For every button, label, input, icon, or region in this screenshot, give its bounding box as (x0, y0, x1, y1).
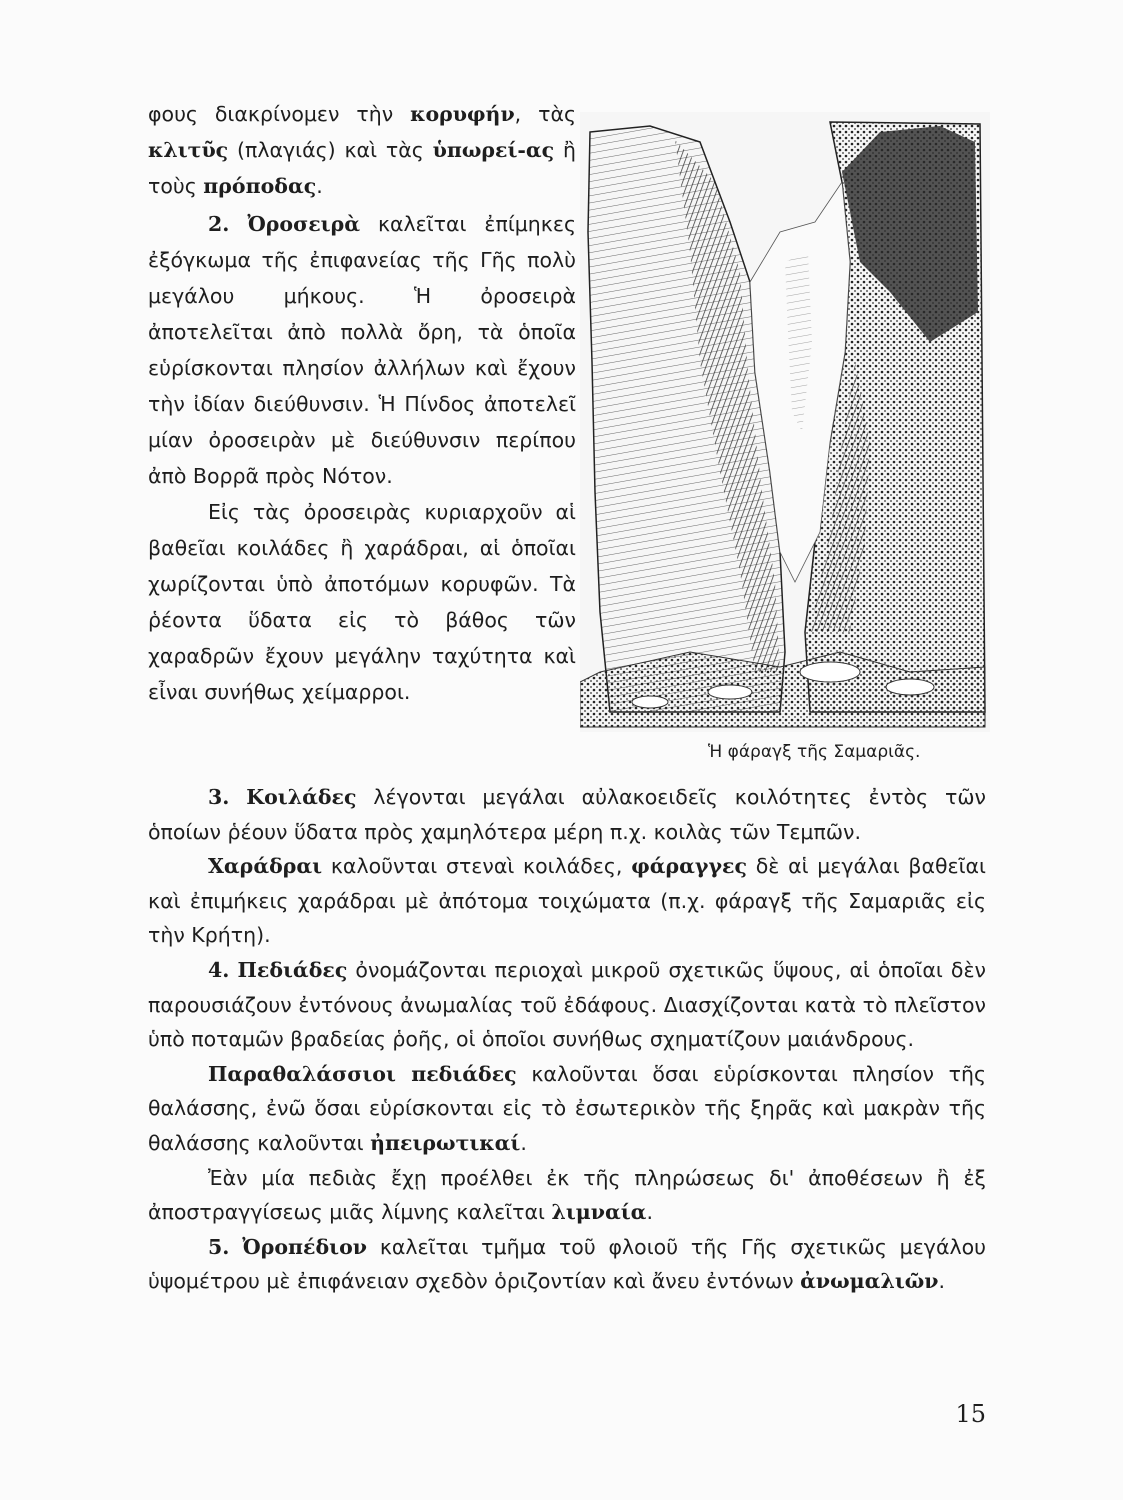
paragraph-koilades (148, 780, 986, 849)
paragraph-3: Εἰς τὰς ὀροσειρὰς κυριαρχοῦν αἱ βαθεῖαι κοιλάδες ἢ χαράδραι, αἱ ὁποῖαι χωρίζονται ὑπὸ ἀποτόμων κορυφῶν. Τὰ ῥέοντα ὕδατα εἰς τὸ βάθος τῶν χαραδρῶν ἔχουν μεγάλην ταχύτητα καὶ εἶναι συνήθως χείμαρροι. (148, 500, 576, 704)
paragraph-2-oroseira (148, 206, 576, 494)
term-charadrai: Χαράδραι (208, 854, 323, 879)
text-run: (πλαγιάς) καὶ τὰς (228, 138, 433, 162)
term-klitys: κλιτῦς (148, 138, 229, 162)
text-run: . (520, 1130, 527, 1155)
text-run: ἢ τοὺς (148, 138, 576, 198)
text-run: καλοῦνται στεναὶ κοιλάδες, (322, 854, 632, 879)
term-anomalion: ἀνωμαλιῶν (800, 1269, 939, 1294)
samaria-gorge-illustration (580, 112, 990, 732)
paragraph-parathalassioi (148, 1057, 986, 1161)
page-number: 15 (955, 1400, 986, 1428)
term-parathalassioi: Παραθαλάσσιοι πεδιάδες (208, 1061, 517, 1086)
section-number: 2. (208, 212, 230, 236)
text-run: . (646, 1200, 653, 1225)
term-koilades: Κοιλάδες (246, 785, 357, 809)
paragraph-pediades (148, 953, 986, 1057)
term-faranges: φάραγγες (631, 854, 747, 879)
text-run: λέγονται μεγάλαι αὐλακοειδεῖς κοιλότητες ἐντὸς τῶν ὁποίων ῥέουν ὕδατα πρὸς χαμηλότερα μέρη π.χ. κοιλὰς τῶν Τεμπῶν. (148, 785, 986, 844)
term-limnaia: λιμναία (551, 1200, 647, 1225)
gorge-drawing (580, 112, 990, 732)
term-ypoDeiai: ὑπωρεί-ας (432, 138, 555, 162)
text-run: . (938, 1269, 946, 1294)
term-oroseira: Ὀροσειρὰ (247, 212, 361, 236)
paragraph-charadrai (148, 849, 986, 953)
section-number: 4. (208, 957, 230, 982)
text-run: φους διακρίνομεν τὴν (148, 102, 411, 126)
term-oropedion: Ὀροπέδιον (242, 1234, 367, 1259)
paragraph-limnaia (148, 1161, 986, 1230)
text-run: , τὰς (514, 102, 576, 126)
text-run: καλεῖται τμῆμα τοῦ φλοιοῦ τῆς Γῆς σχετικῶς μεγάλου ὑψομέτρου μὲ ἐπιφάνειαν σχεδὸν ὁριζοντίαν καὶ ἄνευ ἐντόνων (148, 1234, 986, 1294)
paragraph-oropedion (148, 1230, 986, 1299)
term-pediades: Πεδιάδες (237, 957, 348, 982)
left-text-column (148, 96, 576, 710)
text-run: . (316, 174, 323, 198)
full-width-text (148, 780, 986, 1299)
text-run: καλοῦνται ὅσαι εὑρίσκονται πλησίον τῆς θαλάσσης, ἐνῶ ὅσαι εὑρίσκονται εἰς τὸ ἐσωτερικὸν τῆς ξηρᾶς καὶ μακρὰν τῆς θαλάσσης καλοῦνται (148, 1061, 986, 1155)
paragraph-1 (148, 96, 576, 204)
text-run: ὀνομάζονται περιοχαὶ μικροῦ σχετικῶς ὕψους, αἱ ὁποῖαι δὲν παρουσιάζουν ἐντόνους ἀνωμαλίας τοῦ ἐδάφους. Διασχίζονται κατὰ τὸ πλεῖστον ὑπὸ ποταμῶν βραδείας ῥοῆς, οἱ ὁποῖοι συνήθως σχηματίζουν μαιάνδρους. (148, 957, 986, 1052)
section-number: 5. (208, 1234, 230, 1259)
term-koryfi: κορυφήν (410, 102, 515, 126)
section-number: 3. (208, 785, 230, 809)
text-run: καλεῖται ἐπίμηκες ἐξόγκωμα τῆς ἐπιφανείας τῆς Γῆς πολὺ μεγάλου μήκους. Ἡ ὀροσειρὰ ἀποτελεῖται ἀπὸ πολλὰ ὄρη, τὰ ὁποῖα εὑρίσκονται πλησίον ἀλλήλων καὶ ἔχουν τὴν ἰδίαν διεύθυνσιν. Ἡ Πίνδος ἀποτελεῖ μίαν ὀροσειρὰν μὲ διεύθυνσιν περίπου ἀπὸ Βορρᾶ πρὸς Νότον. (148, 212, 576, 488)
term-propodes: πρόποδας (203, 174, 317, 198)
term-ipeirotikai: ἠπειρωτικαί (370, 1130, 521, 1155)
text-run: δὲ αἱ μεγάλαι βαθεῖαι καὶ ἐπιμήκεις χαράδραι μὲ ἀπότομα τοιχώματα (π.χ. φάραγξ τῆς Σαμαριᾶς εἰς τὴν Κρήτη). (148, 854, 986, 948)
text-run: Ἐὰν μία πεδιὰς ἔχῃ προέλθει ἐκ τῆς πληρώσεως δι' ἀποθέσεων ἢ ἐξ ἀποστραγγίσεως μιᾶς λίμνης καλεῖται (148, 1165, 986, 1225)
figure-caption: Ἡ φάραγξ τῆς Σαμαριᾶς. (708, 742, 921, 762)
